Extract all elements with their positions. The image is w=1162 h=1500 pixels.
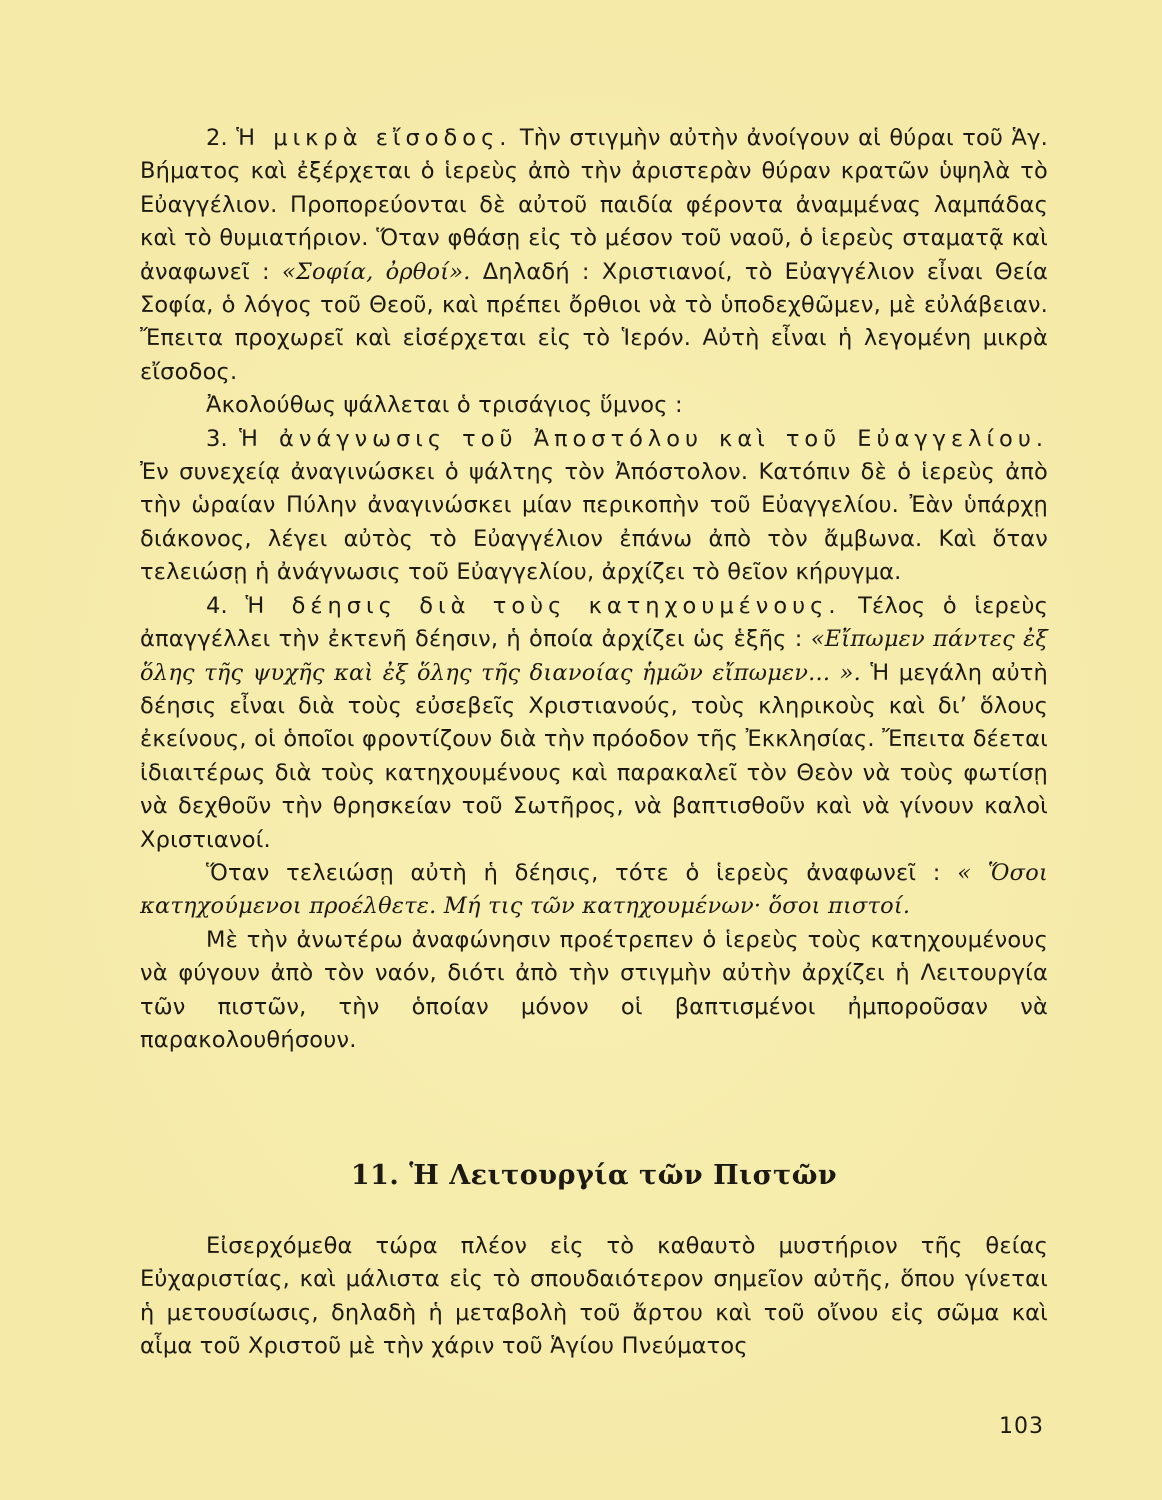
- section-heading: [140, 1160, 1048, 1191]
- section-text: [140, 1230, 1048, 1364]
- paragraph-title: Ἡ δέησις διὰ τοὺς κατηχουμένους.: [245, 592, 841, 619]
- paragraph-body: Τὴν στιγμὴν αὐτὴν ἀνοίγουν αἱ θύραι τοῦ Ἁγ. Βήματος καὶ ἐξέρχεται ὁ ἱερεὺς ἀπὸ τὴν ἀριστερὰν θύραν κρατῶν ὑψηλὰ τὸ Εὐαγγέλιον. Προπορεύονται δὲ αὐτοῦ παιδία φέροντα ἀναμμένας λαμπάδας καὶ τὸ θυμιατήριον. Ὅταν φθάσῃ εἰς τὸ μέσον τοῦ ναοῦ, ὁ ἱερεὺς σταματᾷ καὶ ἀναφωνεῖ :: [140, 125, 1048, 285]
- paragraph-body: Τέλος ὁ ἱερεὺς ἀπαγγέλλει τὴν ἐκτενῆ δέησιν, ἡ ὁποία ἀρχίζει ὡς ἑξῆς :: [140, 592, 1048, 653]
- paragraph-body: Μὲ τὴν ἀνωτέρω ἀναφώνησιν προέτρεπεν ὁ ἱερεὺς τοὺς κατηχουμένους νὰ φύγουν ἀπὸ τὸν ναόν, διότι ἀπὸ τὴν στιγμὴν αὐτὴν ἀρχίζει ἡ Λειτουργία τῶν πιστῶν, τὴν ὁποίαν μόνον οἱ βαπτισμένοι ἠμποροῦσαν νὰ παρακολουθήσουν.: [140, 926, 1048, 1053]
- section-title: Ἡ Λειτουργία τῶν Πιστῶν: [409, 1160, 838, 1191]
- paragraph-dismissal: [140, 857, 1048, 924]
- paragraph-number: 4.: [206, 592, 228, 619]
- page-number: 103: [999, 1414, 1044, 1439]
- paragraph-section-body: Εἰσερχόμεθα τώρα πλέον εἰς τὸ καθαυτὸ μυστήριον τῆς θείας Εὐχαριστίας, καὶ μάλιστα εἰς τὸ σπουδαιότερον σημεῖον αὐτῆς, ὅπου γίνεται ἡ μετουσίωσις, δηλαδὴ ἡ μεταβολὴ τοῦ ἄρτου καὶ τοῦ οἴνου εἰς σῶμα καὶ αἷμα τοῦ Χριστοῦ μὲ τὴν χάριν τοῦ Ἁγίου Πνεύματος: [140, 1233, 1048, 1360]
- quote: «Σοφία, ὀρθοί».: [281, 258, 471, 285]
- paragraph-small-entrance: [140, 122, 1048, 389]
- paragraph-explanation: [140, 924, 1048, 1058]
- paragraph-body-tail: Ἡ μεγάλη αὐτὴ δέησις εἶναι διὰ τοὺς εὐσεβεῖς Χριστιανούς, τοὺς κληρικοὺς καὶ δι’ ὅλους ἐκείνους, οἱ ὁποῖοι φροντίζουν διὰ τὴν πρόοδον τῆς Ἐκκλησίας. Ἔπειτα δέεται ἰδιαιτέρως διὰ τοὺς κατηχουμένους καὶ παρακαλεῖ τὸν Θεὸν νὰ τοὺς φωτίσῃ νὰ δεχθοῦν τὴν θρησκείαν τοῦ Σωτῆρος, νὰ βαπτισθοῦν καὶ νὰ γίνουν καλοὶ Χριστιανοί.: [140, 659, 1048, 853]
- paragraph-catechumens-prayer: [140, 590, 1048, 857]
- paragraph-number: 3.: [206, 425, 228, 452]
- paragraph-number: 2.: [206, 125, 228, 151]
- paragraph-body-tail: Δηλαδή : Χριστιανοί, τὸ Εὐαγγέλιον εἶναι Θεία Σοφία, ὁ λόγος τοῦ Θεοῦ, καὶ πρέπει ὄρθιοι νὰ τὸ ὑποδεχθῶμεν, μὲ εὐλάβειαν. Ἔπειτα προχωρεῖ καὶ εἰσέρχεται εἰς τὸ Ἱερόν. Αὐτὴ εἶναι ἡ λεγομένη μικρὰ εἴσοδος.: [140, 258, 1048, 385]
- paragraph-title: Ἡ ἀνάγνωσις τοῦ Ἀποστόλου καὶ τοῦ Εὐαγγελίου.: [239, 425, 1048, 452]
- paragraph-trisagion: [140, 389, 1048, 422]
- quote: « Ὅσοι κατηχούμενοι προέλθετε. Μή τις τῶν κατηχουμένων· ὅσοι πιστοί.: [140, 859, 1048, 920]
- paragraph-body: Ὅταν τελειώσῃ αὐτὴ ἡ δέησις, τότε ὁ ἱερεὺς ἀναφωνεῖ :: [206, 859, 941, 886]
- paragraph-body: Ἀκολούθως ψάλλεται ὁ τρισάγιος ὕμνος :: [206, 392, 683, 419]
- section-number: 11.: [350, 1160, 400, 1191]
- quote: «Εἴπωμεν πάντες ἐξ ὅλης τῆς ψυχῆς καὶ ἐξ ὅλης τῆς διανοίας ἡμῶν εἴπωμεν... ».: [140, 626, 1049, 686]
- paragraph-title: Ἡ μικρὰ εἴσοδος.: [236, 125, 512, 151]
- paragraph-reading: [140, 423, 1048, 590]
- paragraph-body: Ἐν συνεχείᾳ ἀναγινώσκει ὁ ψάλτης τὸν Ἀπόστολον. Κατόπιν δὲ ὁ ἱερεὺς ἀπὸ τὴν ὡραίαν Πύλην ἀναγινώσκει μίαν περικοπὴν τοῦ Εὐαγγελίου. Ἐὰν ὑπάρχῃ διάκονος, λέγει αὐτὸς τὸ Εὐαγγέλιον ἐπάνω ἀπὸ τὸν ἄμβωνα. Καὶ ὅταν τελειώσῃ ἡ ἀνάγνωσις τοῦ Εὐαγγελίου, ἀρχίζει τὸ θεῖον κήρυγμα.: [140, 459, 1048, 586]
- main-text: [140, 122, 1048, 1057]
